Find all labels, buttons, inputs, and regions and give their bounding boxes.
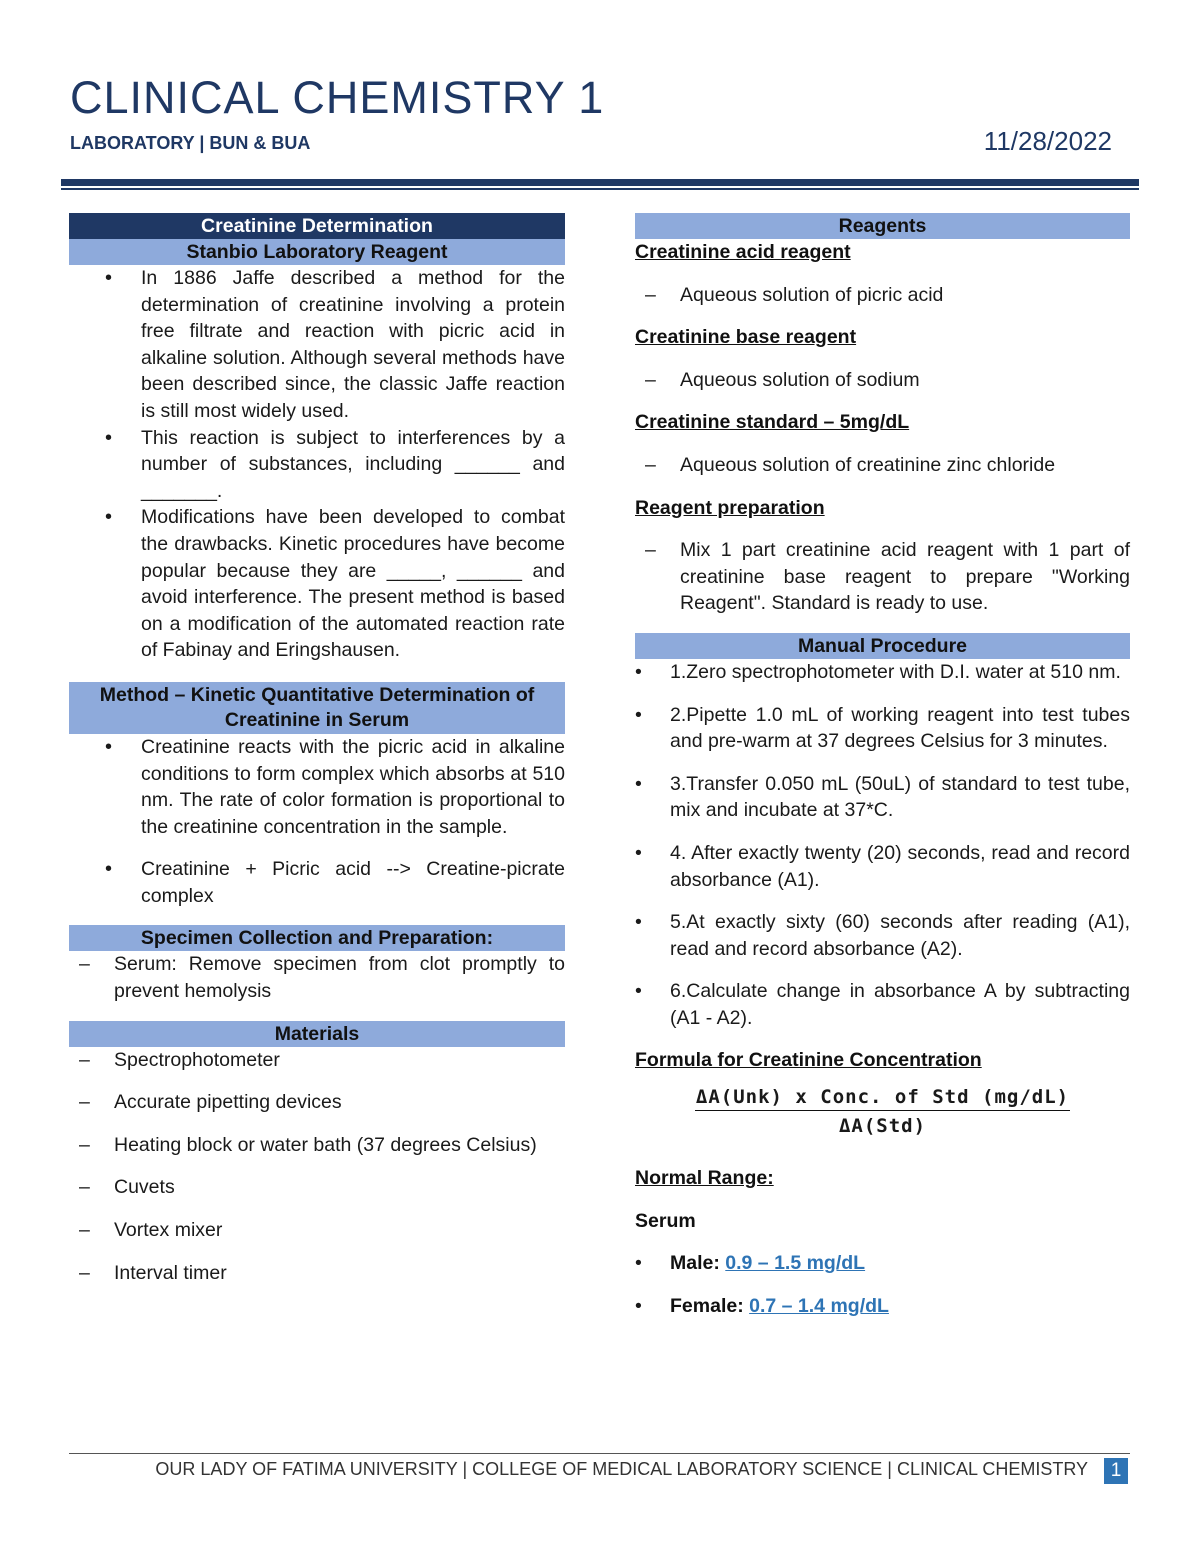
- list-item: • Creatinine + Picric acid --> Creatine-picrate complex: [69, 856, 565, 909]
- reagent-name: Reagent preparation: [635, 496, 825, 519]
- formula-numerator: ΔA(Unk) x Conc. of Std (mg/dL): [695, 1084, 1070, 1111]
- list-item: – Interval timer: [69, 1260, 565, 1287]
- formula-denominator: ΔA(Std): [838, 1115, 927, 1138]
- reagent-name: Creatinine standard – 5mg/dL: [635, 411, 910, 434]
- footer-text: OUR LADY OF FATIMA UNIVERSITY | COLLEGE OF MEDICAL LABORATORY SCIENCE | CLINICAL CHEMISTRY: [155, 1459, 1088, 1479]
- list-item: – Spectrophotometer: [69, 1047, 565, 1074]
- header-divider-thin: [61, 188, 1139, 190]
- reagent-desc-list: [635, 282, 1130, 309]
- list-item: • Creatinine reacts with the picric acid in alkaline conditions to form complex which absorbs at 510 nm. The rate of color formation is proportional to the creatinine concentration in the sample.: [69, 734, 565, 840]
- materials-list: [69, 1047, 565, 1287]
- list-item: – Heating block or water bath (37 degrees Celsius): [69, 1132, 565, 1159]
- section-header-manual-procedure: Manual Procedure: [635, 633, 1130, 659]
- intro-list: [69, 265, 565, 664]
- reagent-desc-list: [635, 452, 1130, 479]
- section-header-creatinine-determination: Creatinine Determination: [69, 213, 565, 239]
- male-label: Male:: [670, 1252, 720, 1275]
- header-divider-thick: [61, 179, 1139, 186]
- list-item: • 4. After exactly twenty (20) seconds, read and record absorbance (A1).: [635, 840, 1130, 893]
- specimen-list: [69, 951, 565, 1004]
- normal-range-list: [635, 1250, 1130, 1319]
- list-item: • 1.Zero spectrophotometer with D.I. water at 510 nm.: [635, 659, 1130, 686]
- list-item: • In 1886 Jaffe described a method for the determination of creatinine involving a protein free filtrate and reaction with picric acid in alkaline solution. Although several methods have been described since, the classic Jaffe reaction is still most widely used.: [69, 265, 565, 425]
- section-header-method: Method – Kinetic Quantitative Determination of Creatinine in Serum: [69, 682, 565, 734]
- male-range-value: 0.9 – 1.5 mg/dL: [725, 1252, 866, 1275]
- female-label: Female:: [670, 1294, 744, 1317]
- reagent-name: Creatinine acid reagent: [635, 241, 851, 263]
- normal-range-title: Normal Range:: [635, 1167, 774, 1190]
- left-column: [69, 213, 565, 1286]
- page-subtitle: LABORATORY | BUN & BUA: [70, 133, 311, 153]
- list-item: • This reaction is subject to interferences by a number of substances, including ______ and _______.: [69, 425, 565, 505]
- list-item: – Accurate pipetting devices: [69, 1089, 565, 1116]
- page-title: CLINICAL CHEMISTRY 1: [70, 72, 605, 123]
- list-item: • 5.At exactly sixty (60) seconds after reading (A1), read and record absorbance (A2).: [635, 909, 1130, 962]
- list-item: – Aqueous solution of picric acid: [635, 282, 1130, 309]
- serum-label: Serum: [635, 1209, 696, 1232]
- list-item: [635, 1293, 1130, 1320]
- section-header-stanbio: Stanbio Laboratory Reagent: [69, 239, 565, 265]
- list-item: [635, 1250, 1130, 1277]
- list-item: – Aqueous solution of sodium: [635, 367, 1130, 394]
- reagent-desc-list: [635, 367, 1130, 394]
- list-item: – Cuvets: [69, 1174, 565, 1201]
- female-range-value: 0.7 – 1.4 mg/dL: [749, 1294, 889, 1317]
- section-header-materials: Materials: [69, 1021, 565, 1047]
- document-date: 11/28/2022: [983, 126, 1112, 156]
- list-item: – Serum: Remove specimen from clot promptly to prevent hemolysis: [69, 951, 565, 1004]
- list-item: – Mix 1 part creatinine acid reagent with 1 part of creatinine base reagent to prepare "Working Reagent". Standard is ready to use.: [635, 537, 1130, 617]
- section-header-reagents: Reagents: [635, 213, 1130, 239]
- page-number: 1: [1104, 1458, 1128, 1484]
- list-item: • 6.Calculate change in absorbance A by subtracting (A1 - A2).: [635, 978, 1130, 1031]
- procedure-list: [635, 659, 1130, 1032]
- list-item: – Vortex mixer: [69, 1217, 565, 1244]
- list-item: • 2.Pipette 1.0 mL of working reagent into test tubes and pre-warm at 37 degrees Celsius for 3 minutes.: [635, 702, 1130, 755]
- footer-divider: [69, 1453, 1130, 1454]
- list-item: • Modifications have been developed to combat the drawbacks. Kinetic procedures have become popular because they are _____, ______ and avoid interference. The present method is based on a modification of the automated reaction rate of Fabinay and Eringshausen.: [69, 504, 565, 664]
- list-item: • 3.Transfer 0.050 mL (50uL) of standard to test tube, mix and incubate at 37*C.: [635, 771, 1130, 824]
- reagent-name: Creatinine base reagent: [635, 326, 857, 349]
- formula: [635, 1084, 1130, 1139]
- section-header-specimen: Specimen Collection and Preparation:: [69, 925, 565, 951]
- list-item: – Aqueous solution of creatinine zinc chloride: [635, 452, 1130, 479]
- method-list: [69, 734, 565, 910]
- reagent-desc-list: [635, 537, 1130, 617]
- right-column: [635, 213, 1130, 1319]
- formula-title: Formula for Creatinine Concentration: [635, 1049, 982, 1072]
